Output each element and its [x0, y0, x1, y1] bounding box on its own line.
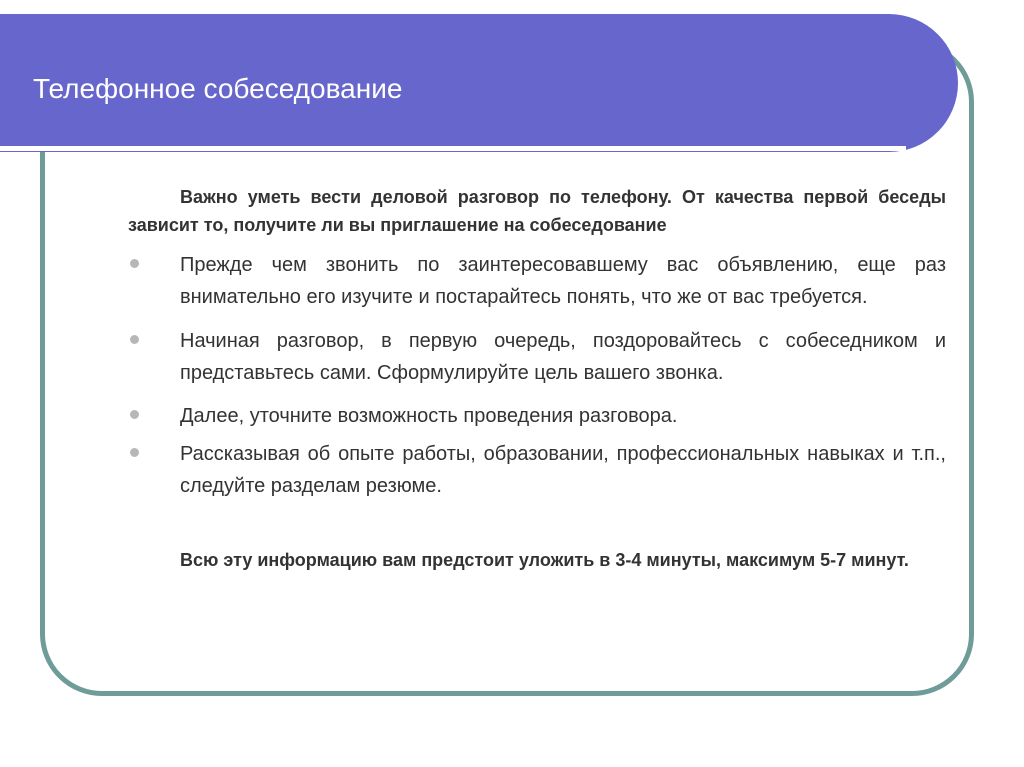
closing-paragraph	[128, 546, 946, 574]
intro-paragraph	[128, 183, 946, 239]
slide-content	[128, 183, 946, 574]
list-item-text: Начиная разговор, в первую очередь, поздоровайтесь с собеседником и представьтесь сами. Сформулируйте цель вашего звонка.	[180, 330, 946, 384]
bullet-dot-icon	[130, 259, 139, 268]
title-bar	[0, 14, 958, 152]
intro-text: Важно уметь вести деловой разговор по телефону. От качества первой беседы зависит то, получите ли вы приглашение на собеседование	[128, 187, 946, 235]
list-item	[128, 249, 946, 313]
bullet-dot-icon	[130, 335, 139, 344]
list-item	[128, 325, 946, 389]
list-item	[128, 400, 946, 432]
bullet-list	[128, 249, 946, 502]
list-item-text: Прежде чем звонить по заинтересовавшему вас объявлению, еще раз внимательно его изучите и постарайтесь понять, что же от вас требуется.	[180, 254, 946, 308]
bullet-dot-icon	[130, 448, 139, 457]
title-underline	[0, 146, 906, 151]
bullet-dot-icon	[130, 410, 139, 419]
list-item-text: Далее, уточните возможность проведения разговора.	[180, 405, 678, 427]
list-item-text: Рассказывая об опыте работы, образовании, профессиональных навыках и т.п., следуйте разделам резюме.	[180, 443, 946, 497]
slide-title: Телефонное собеседование	[33, 73, 403, 104]
closing-text: Всю эту информацию вам предстоит уложить в 3-4 минуты, максимум 5-7 минут.	[180, 550, 909, 570]
list-item	[128, 438, 946, 502]
